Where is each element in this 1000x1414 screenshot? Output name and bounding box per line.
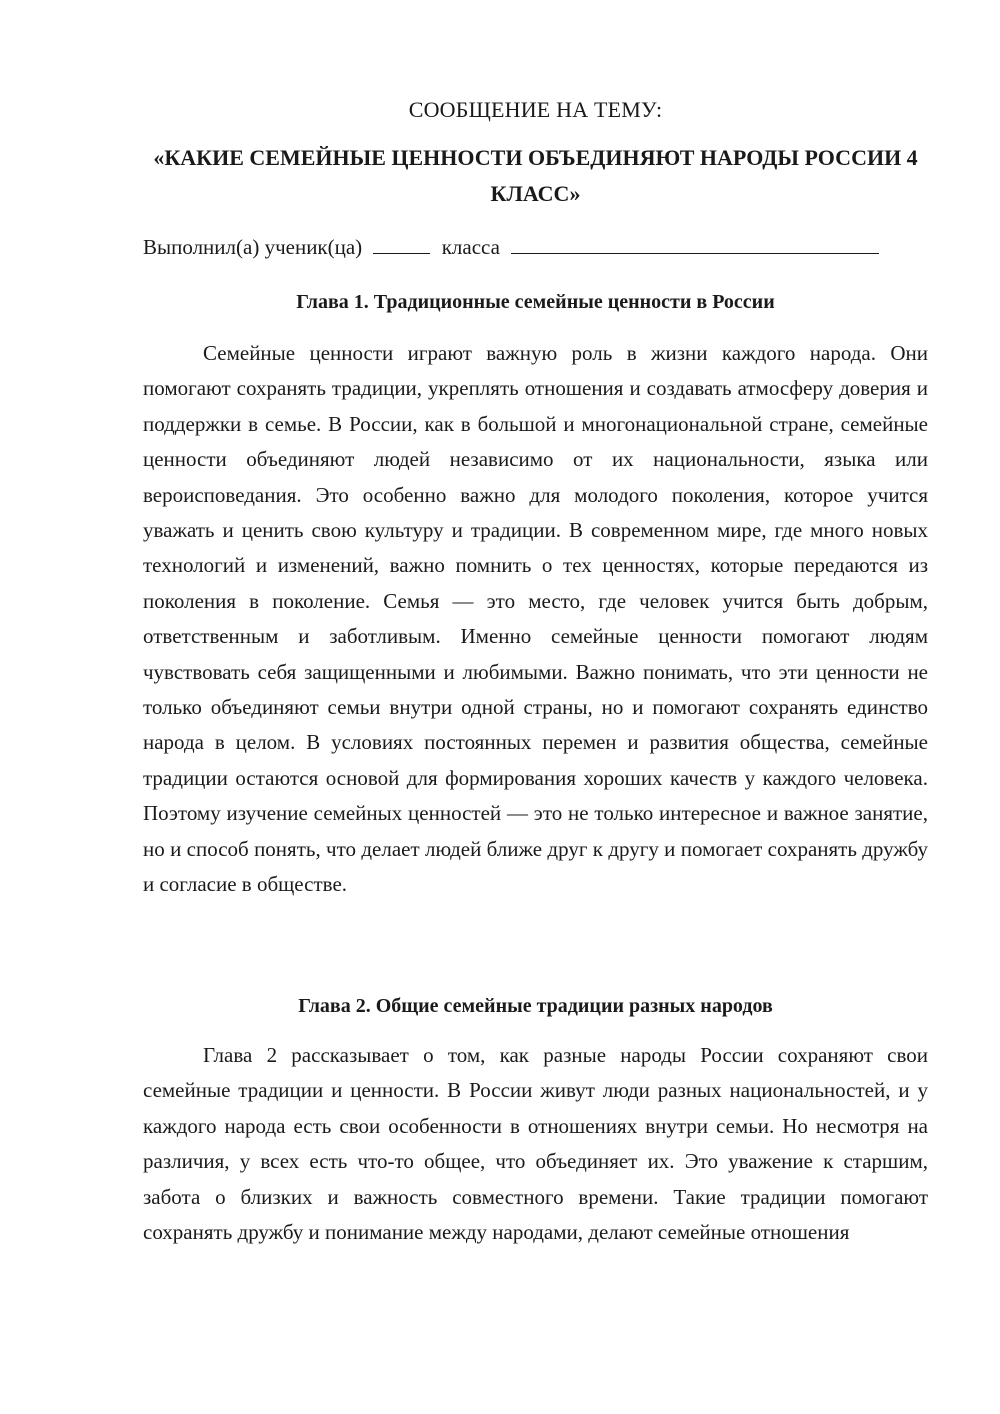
author-label: Выполнил(а) ученик(ца) (143, 235, 363, 259)
class-number-blank (373, 231, 430, 254)
document-title: «КАКИЕ СЕМЕЙНЫЕ ЦЕННОСТИ ОБЪЕДИНЯЮТ НАРОДЫ РОССИИ 4 КЛАСС» (153, 145, 918, 206)
chapter-1-text: Семейные ценности играют важную роль в жизни каждого народа. Они помогают сохранять традиции, укреплять отношения и создавать атмосферу доверия и поддержки в семье. В России, как в большой и многонациональной стране, семейные ценности объединяют людей независимо от их национальности, языка или вероисповедания. Это особенно важно для молодого поколения, которое учится уважать и ценить свою культуру и традиции. В современном мире, где много новых технологий и изменений, важно помнить о тех ценностях, которые передаются из поколения в поколение. Семья — это место, где человек учится быть добрым, ответственным и заботливым. Именно семейные ценности помогают людям чувствовать себя защищенными и любимыми. Важно понимать, что эти ценности не только объединяют семьи внутри одной страны, но и помогают сохранять единство народа в целом. В условиях постоянных перемен и развития общества, семейные традиции остаются основой для формирования хороших качеств у каждого человека. Поэтому изучение семейных ценностей — это не только интересное и важное занятие, но и способ понять, что делает людей ближе друг к другу и помогает сохранять дружбу и согласие в обществе. (143, 341, 928, 897)
chapter-2-text: Глава 2 рассказывает о том, как разные народы России сохраняют свои семейные традиции и ценности. В России живут люди разных национальностей, и у каждого народа есть свои особенности в отношениях внутри семьи. Но несмотря на различия, у всех есть что-то общее, что объединяет их. Это уважение к старшим, забота о близких и важность совместного времени. Такие традиции помогают сохранять дружбу и понимание между народами, делают семейные отношения (143, 1043, 928, 1245)
author-line (143, 231, 928, 263)
heading-topic-label: СООБЩЕНИЕ НА ТЕМУ: (408, 97, 663, 122)
student-name-blank (511, 231, 879, 254)
chapter-2-heading: Глава 2. Общие семейные традиции разных народов (298, 995, 773, 1017)
class-label: класса (441, 235, 500, 259)
chapter-1-heading: Глава 1. Традиционные семейные ценности в России (296, 291, 775, 313)
